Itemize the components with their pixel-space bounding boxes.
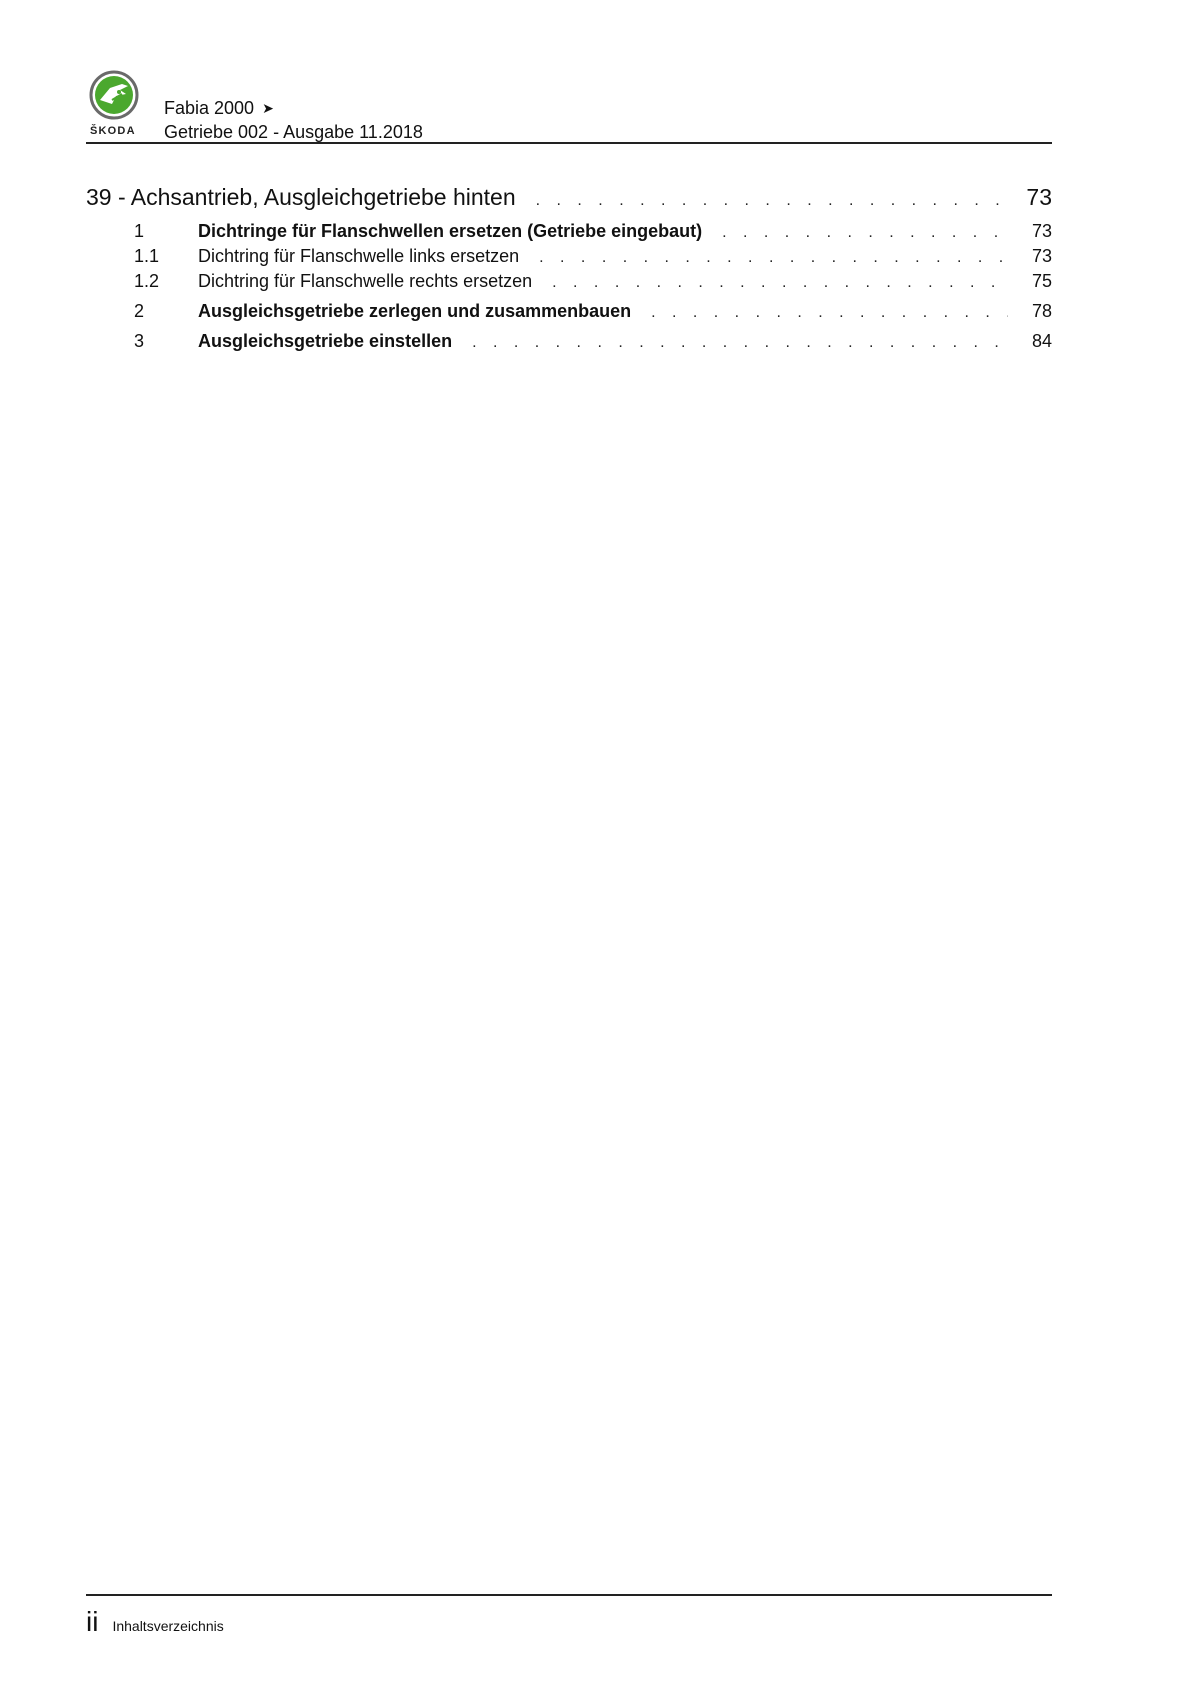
toc-entry-number: 3 [134,331,145,351]
toc-entry[interactable] [86,271,1052,296]
header-model-line [164,96,423,120]
footer-section-label: Inhaltsverzeichnis [112,1618,224,1634]
table-of-contents [86,184,1052,356]
toc-entry-title: Dichtring für Flanschwelle rechts ersetzen [198,271,533,291]
toc-entry-title: Ausgleichsgetriebe zerlegen und zusammenbauen [198,301,632,321]
toc-entry[interactable] [86,221,1052,246]
brand-wordmark: ŠKODA [90,125,136,137]
skoda-logo [86,70,152,142]
edition-text: Getriebe 002 - Ausgabe 11.2018 [164,122,423,142]
toc-entry-page: 75 [1031,271,1052,291]
toc-entry-page: 78 [1031,301,1052,321]
arrow-right-icon: ➤ [262,100,274,116]
toc-chapter-title: 39 - Achsantrieb, Ausgleichgetriebe hinten [86,184,516,210]
toc-leader-dots [472,334,1008,352]
toc-entry-number: 1.1 [134,246,160,266]
toc-entry[interactable] [86,301,1052,326]
footer-page-number: ii [86,1606,99,1637]
toc-leader-dots [552,274,1008,292]
toc-entry-title: Ausgleichsgetriebe einstellen [198,331,453,351]
toc-entry[interactable] [86,331,1052,356]
toc-chapter-entry[interactable] [86,184,1052,216]
toc-chapter-page: 73 [1026,184,1052,210]
toc-entry-number: 1 [134,221,145,241]
toc-entry-number: 1.2 [134,271,160,291]
toc-entry-page: 84 [1031,331,1052,351]
footer-row [86,1608,1052,1636]
page-footer [86,1594,1052,1636]
model-name: Fabia 2000 [164,98,255,118]
toc-entry-page: 73 [1031,246,1052,266]
toc-entry-number: 2 [134,301,145,321]
toc-entry-title: Dichtring für Flanschwelle links ersetzen [198,246,520,266]
toc-entry-title: Dichtringe für Flanschwellen ersetzen (Getriebe eingebaut) [198,221,703,241]
footer-divider [86,1594,1052,1596]
skoda-logo-icon [86,70,142,122]
header-divider [86,142,1052,144]
toc-entry[interactable] [86,246,1052,271]
toc-entry-page: 73 [1031,221,1052,241]
toc-leader-dots [539,249,1008,267]
page-header [86,70,1052,144]
toc-leader-dots [651,304,1008,322]
toc-leader-dots [722,224,1008,242]
toc-leader-dots [536,192,1008,210]
header-text [164,96,423,144]
